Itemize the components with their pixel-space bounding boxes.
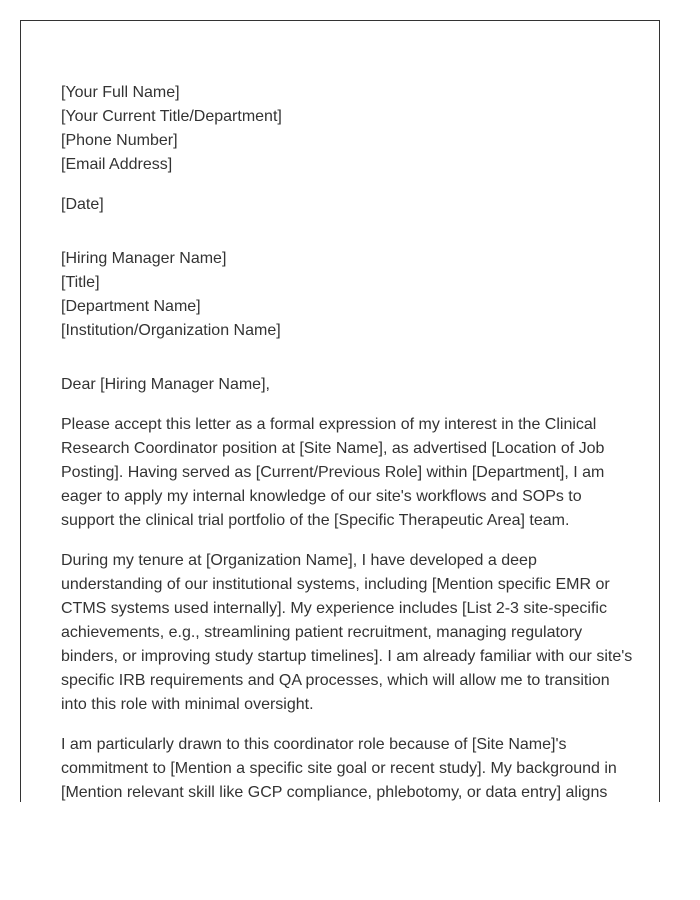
date-line <box>61 193 636 217</box>
letter-body <box>61 81 636 802</box>
letter-page <box>20 20 660 802</box>
paragraph-intro: Please accept this letter as a formal expression of my interest in the Clinical Research Coordinator position at [Site Name], as advertised [Location of Job Posting]. Having served as [Current/Previous Role] within [Department], I am eager to apply my internal knowledge of our site's workflows and SOPs to support the clinical trial portfolio of the [Specific Therapeutic Area] team. <box>61 416 605 529</box>
recipient-department: [Department Name] <box>61 298 201 315</box>
sender-phone: [Phone Number] <box>61 132 178 149</box>
salutation <box>61 373 636 397</box>
paragraph-motivation: I am particularly drawn to this coordinator role because of [Site Name]'s commitment to [Mention a specific site goal or recent study]. My background in [Mention relevant skill like GCP compliance, phlebotomy, or data entry] aligns <box>61 736 617 801</box>
recipient-name: [Hiring Manager Name] <box>61 250 227 267</box>
sender-title: [Your Current Title/Department] <box>61 108 282 125</box>
paragraph-experience: During my tenure at [Organization Name], I have developed a deep understanding of our institutional systems, including [Mention specific EMR or CTMS systems used internally]. My experience includes [List 2-3 site-specific achievements, e.g., streamlining patient recruitment, managing regulatory binders, or improving study startup timelines]. I am already familiar with our site's specific IRB requirements and QA processes, which will allow me to transition into this role with minimal oversight. <box>61 552 633 713</box>
recipient-title: [Title] <box>61 274 100 291</box>
letter-date: [Date] <box>61 196 104 213</box>
recipient-organization: [Institution/Organization Name] <box>61 322 281 339</box>
salutation-text: Dear [Hiring Manager Name], <box>61 376 270 393</box>
recipient-block <box>61 247 636 343</box>
sender-name: [Your Full Name] <box>61 84 180 101</box>
sender-block <box>61 81 636 177</box>
sender-email: [Email Address] <box>61 156 173 173</box>
